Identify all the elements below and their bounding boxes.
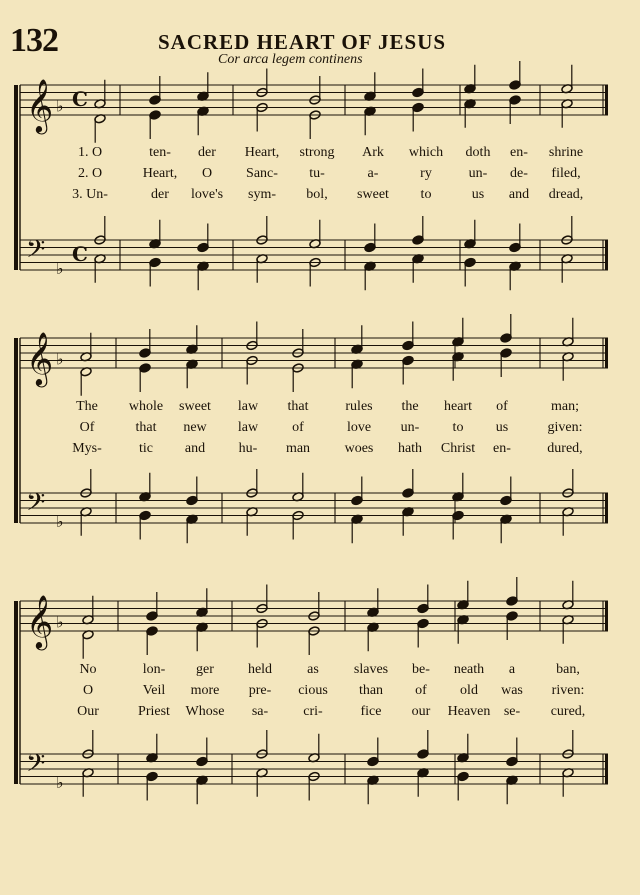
common-time-icon: C bbox=[72, 242, 88, 266]
system-bracket bbox=[14, 85, 18, 270]
syllable: woes bbox=[344, 441, 374, 456]
syllable: sym- bbox=[248, 187, 276, 202]
syllable: strong bbox=[299, 145, 335, 160]
syllable: Of bbox=[79, 420, 95, 435]
syllable: Mys- bbox=[72, 441, 102, 456]
syllable: cured, bbox=[550, 704, 586, 719]
syllable: dread, bbox=[548, 187, 584, 202]
syllable: un- bbox=[468, 166, 488, 181]
syllable: rules bbox=[345, 399, 373, 414]
syllable: Veil bbox=[142, 683, 166, 698]
syllable: that bbox=[287, 399, 309, 414]
bass-clef-icon: 𝄢 bbox=[26, 488, 46, 523]
syllable: the bbox=[401, 399, 419, 414]
flat-icon: ♭ bbox=[56, 96, 64, 116]
syllable: heart bbox=[444, 399, 472, 414]
syllable: cri- bbox=[303, 704, 323, 719]
page-number: 132 bbox=[10, 22, 58, 59]
syllable: Whose bbox=[185, 704, 225, 719]
syllable: Priest bbox=[138, 704, 170, 719]
syllable: a- bbox=[367, 166, 379, 181]
syllable: Heaven bbox=[447, 704, 491, 719]
syllable: be- bbox=[412, 662, 430, 677]
flat-icon: ♭ bbox=[56, 612, 64, 632]
treble-clef-icon: 𝄞 bbox=[26, 331, 54, 385]
syllable: which bbox=[408, 145, 444, 160]
syllable: new bbox=[183, 420, 207, 435]
syllable: to bbox=[420, 187, 432, 202]
syllable: and bbox=[184, 441, 206, 456]
double-barline bbox=[605, 338, 608, 368]
syllable: filed, bbox=[551, 166, 581, 181]
syllable: law bbox=[237, 399, 259, 414]
syllable: O bbox=[201, 166, 213, 181]
syllable: of bbox=[292, 420, 304, 435]
syllable: Sanc- bbox=[246, 166, 278, 181]
hymn-subtitle: Cor arca legem continens bbox=[218, 52, 363, 67]
syllable: our bbox=[411, 704, 431, 719]
syllable: old bbox=[460, 683, 478, 698]
syllable: than bbox=[358, 683, 384, 698]
syllable: shrine bbox=[548, 145, 584, 160]
syllable: and bbox=[508, 187, 530, 202]
syllable: dured, bbox=[547, 441, 583, 456]
syllable: en- bbox=[493, 441, 511, 456]
syllable: of bbox=[415, 683, 427, 698]
syllable: a bbox=[508, 662, 516, 677]
syllable: Our bbox=[77, 704, 99, 719]
system-bracket bbox=[14, 338, 18, 523]
syllable: se- bbox=[503, 704, 521, 719]
syllable: slaves bbox=[353, 662, 389, 677]
double-barline bbox=[605, 85, 608, 115]
syllable: ry bbox=[420, 166, 432, 181]
syllable: Heart, bbox=[244, 145, 280, 160]
syllable: pre- bbox=[248, 683, 272, 698]
syllable: held bbox=[247, 662, 273, 677]
syllable: The bbox=[76, 399, 98, 414]
syllable: given: bbox=[547, 420, 583, 435]
syllable: der bbox=[198, 145, 216, 160]
syllable: ger bbox=[196, 662, 214, 677]
flat-icon: ♭ bbox=[56, 512, 64, 531]
syllable: Ark bbox=[362, 145, 384, 160]
syllable: ten- bbox=[149, 145, 171, 160]
syllable: of bbox=[496, 399, 508, 414]
syllable: as bbox=[307, 662, 319, 677]
syllable: sweet bbox=[357, 187, 389, 202]
syllable: us bbox=[495, 420, 509, 435]
syllable: sa- bbox=[251, 704, 269, 719]
double-barline bbox=[605, 240, 608, 270]
syllable: bol, bbox=[306, 187, 328, 202]
treble-clef-icon: 𝄞 bbox=[26, 78, 54, 132]
bass-clef-icon: 𝄢 bbox=[26, 235, 46, 270]
syllable: whole bbox=[128, 399, 164, 414]
syllable: riven: bbox=[551, 683, 585, 698]
syllable: hu- bbox=[238, 441, 258, 456]
syllable: tu- bbox=[309, 166, 325, 181]
syllable: love bbox=[346, 420, 372, 435]
syllable: O bbox=[82, 683, 94, 698]
syllable: Heart, bbox=[142, 166, 178, 181]
syllable: that bbox=[135, 420, 157, 435]
double-barline bbox=[605, 754, 608, 784]
syllable: to bbox=[452, 420, 464, 435]
bass-clef-icon: 𝄢 bbox=[26, 749, 46, 784]
syllable: man bbox=[285, 441, 311, 456]
syllable: lon- bbox=[142, 662, 166, 677]
syllable: en- bbox=[510, 145, 528, 160]
syllable: doth bbox=[465, 145, 491, 160]
syllable: Christ bbox=[440, 441, 476, 456]
hymn-title: SACRED HEART OF JESUS bbox=[158, 30, 447, 54]
system-bracket bbox=[14, 601, 18, 784]
syllable: fice bbox=[360, 704, 382, 719]
syllable: 1. O bbox=[77, 145, 103, 160]
syllable: de- bbox=[510, 166, 528, 181]
syllable: law bbox=[237, 420, 259, 435]
syllable: un- bbox=[400, 420, 420, 435]
syllable: 2. O bbox=[77, 166, 103, 181]
syllable: tic bbox=[139, 441, 153, 456]
syllable: love's bbox=[190, 187, 224, 202]
syllable: hath bbox=[397, 441, 423, 456]
double-barline bbox=[605, 493, 608, 523]
syllable: 3. Un- bbox=[72, 187, 108, 202]
syllable: was bbox=[501, 683, 523, 698]
syllable: der bbox=[151, 187, 169, 202]
syllable: us bbox=[471, 187, 485, 202]
syllable: ban, bbox=[556, 662, 580, 677]
flat-icon: ♭ bbox=[56, 773, 64, 792]
syllable: more bbox=[190, 683, 220, 698]
syllable: cious bbox=[298, 683, 328, 698]
syllable: No bbox=[79, 662, 97, 677]
common-time-icon: C bbox=[72, 87, 88, 111]
double-barline bbox=[605, 601, 608, 631]
flat-icon: ♭ bbox=[56, 349, 64, 369]
flat-icon: ♭ bbox=[56, 259, 64, 278]
syllable: neath bbox=[453, 662, 485, 677]
syllable: sweet bbox=[179, 399, 211, 414]
treble-clef-icon: 𝄞 bbox=[26, 594, 54, 648]
syllable: man; bbox=[551, 399, 579, 414]
